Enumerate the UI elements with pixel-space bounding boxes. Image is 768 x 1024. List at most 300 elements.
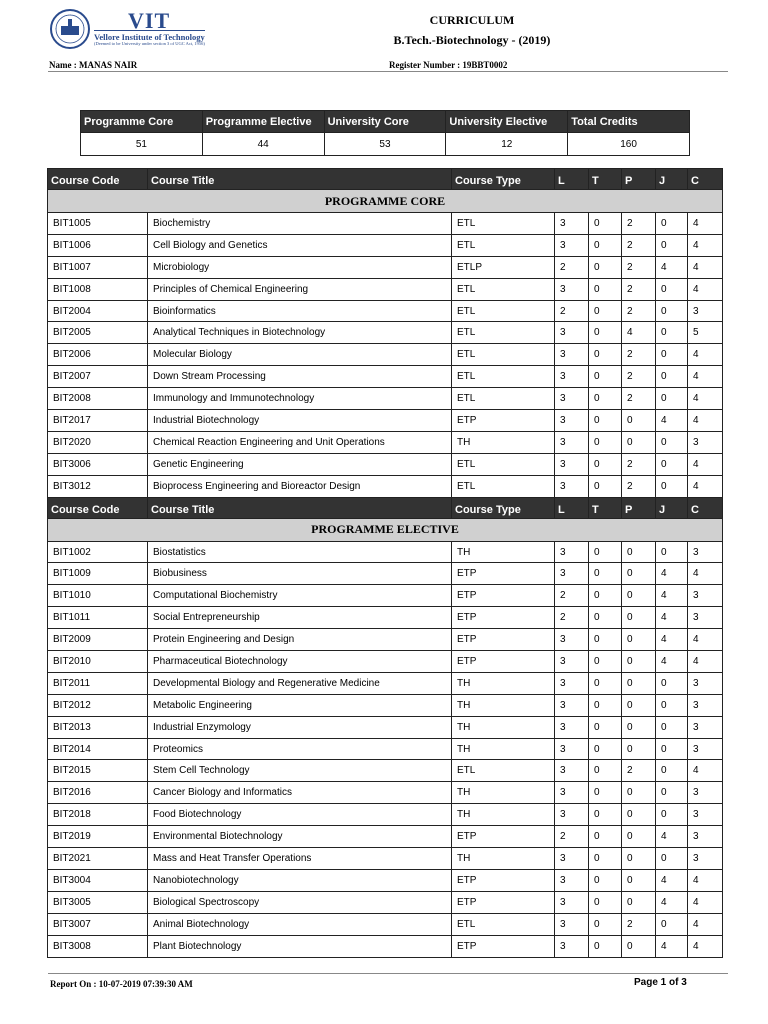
header-divider	[48, 71, 728, 72]
lecture-hours: 3	[555, 541, 589, 563]
course-title: Biological Spectroscopy	[148, 891, 452, 913]
tutorial-hours: 0	[589, 651, 622, 673]
course-title: Molecular Biology	[148, 344, 452, 366]
course-title: Industrial Enzymology	[148, 716, 452, 738]
course-row	[48, 651, 723, 673]
course-row	[48, 585, 723, 607]
project-hours: 0	[656, 278, 688, 300]
report-timestamp: Report On : 10-07-2019 07:39:30 AM	[50, 979, 193, 989]
practical-hours: 0	[622, 585, 656, 607]
course-code: BIT1007	[48, 256, 148, 278]
practical-hours: 0	[622, 738, 656, 760]
course-type: ETL	[452, 234, 555, 256]
logo-subtitle: (Deemed to be University under section 3 of UGC Act, 1956)	[94, 41, 205, 46]
course-row	[48, 738, 723, 760]
credits: 4	[688, 913, 723, 935]
practical-hours: 2	[622, 388, 656, 410]
course-title: Principles of Chemical Engineering	[148, 278, 452, 300]
course-code: BIT2010	[48, 651, 148, 673]
summary-header-cell: Programme Elective	[202, 111, 324, 133]
tutorial-hours: 0	[589, 826, 622, 848]
practical-hours: 2	[622, 300, 656, 322]
document-title: CURRICULUM	[429, 13, 515, 27]
course-title: Down Stream Processing	[148, 366, 452, 388]
project-hours: 4	[656, 826, 688, 848]
course-type: ETL	[452, 278, 555, 300]
practical-hours: 2	[622, 234, 656, 256]
tutorial-hours: 0	[589, 256, 622, 278]
tutorial-hours: 0	[589, 629, 622, 651]
tutorial-hours: 0	[589, 366, 622, 388]
course-title: Biobusiness	[148, 563, 452, 585]
credits: 4	[688, 651, 723, 673]
project-hours: 0	[656, 366, 688, 388]
course-type: TH	[452, 804, 555, 826]
lecture-hours: 3	[555, 869, 589, 891]
course-title: Metabolic Engineering	[148, 694, 452, 716]
course-type: ETL	[452, 453, 555, 475]
course-row	[48, 869, 723, 891]
course-type: ETLP	[452, 256, 555, 278]
column-header-cell: L	[555, 497, 589, 518]
lecture-hours: 3	[555, 716, 589, 738]
course-row	[48, 760, 723, 782]
tutorial-hours: 0	[589, 804, 622, 826]
section-header-row	[48, 190, 723, 213]
column-header-cell: T	[589, 497, 622, 518]
tutorial-hours: 0	[589, 607, 622, 629]
practical-hours: 0	[622, 826, 656, 848]
project-hours: 0	[656, 913, 688, 935]
course-code: BIT2005	[48, 322, 148, 344]
practical-hours: 0	[622, 935, 656, 957]
course-title: Developmental Biology and Regenerative Medicine	[148, 672, 452, 694]
tutorial-hours: 0	[589, 213, 622, 235]
course-type: ETL	[452, 913, 555, 935]
project-hours: 0	[656, 738, 688, 760]
tutorial-hours: 0	[589, 716, 622, 738]
course-type: ETL	[452, 366, 555, 388]
project-hours: 0	[656, 672, 688, 694]
course-type: TH	[452, 694, 555, 716]
practical-hours: 0	[622, 804, 656, 826]
lecture-hours: 2	[555, 826, 589, 848]
practical-hours: 0	[622, 563, 656, 585]
course-title: Computational Biochemistry	[148, 585, 452, 607]
project-hours: 0	[656, 475, 688, 497]
tutorial-hours: 0	[589, 913, 622, 935]
course-title: Proteomics	[148, 738, 452, 760]
practical-hours: 4	[622, 322, 656, 344]
project-hours: 4	[656, 410, 688, 432]
project-hours: 0	[656, 804, 688, 826]
course-type: ETP	[452, 869, 555, 891]
course-row	[48, 278, 723, 300]
practical-hours: 0	[622, 651, 656, 673]
practical-hours: 0	[622, 848, 656, 870]
summary-header-cell: University Core	[324, 111, 446, 133]
lecture-hours: 3	[555, 891, 589, 913]
credits: 3	[688, 848, 723, 870]
lecture-hours: 3	[555, 453, 589, 475]
course-type: ETP	[452, 607, 555, 629]
lecture-hours: 3	[555, 760, 589, 782]
course-type: TH	[452, 672, 555, 694]
credits: 4	[688, 213, 723, 235]
course-code: BIT1011	[48, 607, 148, 629]
course-title: Analytical Techniques in Biotechnology	[148, 322, 452, 344]
practical-hours: 2	[622, 453, 656, 475]
credit-summary-table	[80, 110, 690, 156]
course-row	[48, 694, 723, 716]
course-title: Protein Engineering and Design	[148, 629, 452, 651]
credits: 3	[688, 804, 723, 826]
credits: 4	[688, 278, 723, 300]
lecture-hours: 2	[555, 300, 589, 322]
course-type: TH	[452, 848, 555, 870]
logo-university-name: Vellore Institute of Technology	[94, 32, 205, 42]
course-row	[48, 826, 723, 848]
lecture-hours: 3	[555, 475, 589, 497]
lecture-hours: 3	[555, 848, 589, 870]
course-row	[48, 782, 723, 804]
column-header-cell: P	[622, 169, 656, 190]
course-type: ETP	[452, 585, 555, 607]
lecture-hours: 3	[555, 629, 589, 651]
credits: 4	[688, 366, 723, 388]
summary-header-row	[81, 111, 690, 133]
lecture-hours: 3	[555, 782, 589, 804]
credits: 3	[688, 738, 723, 760]
credits: 3	[688, 716, 723, 738]
lecture-hours: 3	[555, 913, 589, 935]
course-code: BIT2016	[48, 782, 148, 804]
project-hours: 4	[656, 256, 688, 278]
course-type: ETL	[452, 213, 555, 235]
credits: 4	[688, 256, 723, 278]
credits: 3	[688, 431, 723, 453]
course-title: Biochemistry	[148, 213, 452, 235]
column-header-cell: T	[589, 169, 622, 190]
column-header-cell: Course Code	[48, 497, 148, 518]
summary-header-cell: Programme Core	[81, 111, 203, 133]
course-title: Environmental Biotechnology	[148, 826, 452, 848]
practical-hours: 0	[622, 782, 656, 804]
tutorial-hours: 0	[589, 848, 622, 870]
tutorial-hours: 0	[589, 541, 622, 563]
course-code: BIT2008	[48, 388, 148, 410]
practical-hours: 2	[622, 366, 656, 388]
project-hours: 0	[656, 541, 688, 563]
course-type: ETL	[452, 760, 555, 782]
course-title: Industrial Biotechnology	[148, 410, 452, 432]
tutorial-hours: 0	[589, 563, 622, 585]
column-header-cell: L	[555, 169, 589, 190]
lecture-hours: 3	[555, 651, 589, 673]
course-type: ETP	[452, 935, 555, 957]
course-code: BIT2012	[48, 694, 148, 716]
practical-hours: 0	[622, 410, 656, 432]
course-code: BIT3006	[48, 453, 148, 475]
column-header-cell: J	[656, 169, 688, 190]
course-row	[48, 607, 723, 629]
course-code: BIT1010	[48, 585, 148, 607]
credits: 4	[688, 935, 723, 957]
column-header-cell: Course Type	[452, 169, 555, 190]
project-hours: 4	[656, 607, 688, 629]
tutorial-hours: 0	[589, 694, 622, 716]
page-number: Page 1 of 3	[634, 977, 687, 988]
credits: 4	[688, 869, 723, 891]
project-hours: 4	[656, 563, 688, 585]
course-type: ETL	[452, 300, 555, 322]
course-row	[48, 322, 723, 344]
program-title: B.Tech.-Biotechnology - (2019)	[393, 33, 551, 47]
course-code: BIT1009	[48, 563, 148, 585]
project-hours: 0	[656, 848, 688, 870]
lecture-hours: 3	[555, 322, 589, 344]
project-hours: 0	[656, 431, 688, 453]
university-seal-icon	[48, 8, 92, 50]
practical-hours: 2	[622, 256, 656, 278]
course-code: BIT2006	[48, 344, 148, 366]
tutorial-hours: 0	[589, 234, 622, 256]
column-header-row	[48, 497, 723, 518]
project-hours: 4	[656, 869, 688, 891]
practical-hours: 2	[622, 344, 656, 366]
course-row	[48, 629, 723, 651]
practical-hours: 0	[622, 672, 656, 694]
course-title: Chemical Reaction Engineering and Unit Operations	[148, 431, 452, 453]
project-hours: 0	[656, 234, 688, 256]
practical-hours: 2	[622, 760, 656, 782]
section-title: PROGRAMME ELECTIVE	[48, 518, 723, 541]
course-title: Animal Biotechnology	[148, 913, 452, 935]
course-row	[48, 453, 723, 475]
tutorial-hours: 0	[589, 738, 622, 760]
credits: 4	[688, 234, 723, 256]
project-hours: 4	[656, 651, 688, 673]
courses-table	[47, 168, 723, 958]
course-title: Immunology and Immunotechnology	[148, 388, 452, 410]
course-code: BIT3012	[48, 475, 148, 497]
lecture-hours: 3	[555, 278, 589, 300]
course-row	[48, 366, 723, 388]
tutorial-hours: 0	[589, 935, 622, 957]
credits: 4	[688, 344, 723, 366]
tutorial-hours: 0	[589, 278, 622, 300]
course-code: BIT2013	[48, 716, 148, 738]
course-type: TH	[452, 738, 555, 760]
project-hours: 4	[656, 585, 688, 607]
lecture-hours: 3	[555, 431, 589, 453]
practical-hours: 2	[622, 475, 656, 497]
course-row	[48, 344, 723, 366]
course-type: ETP	[452, 563, 555, 585]
course-row	[48, 804, 723, 826]
credits: 3	[688, 694, 723, 716]
column-header-cell: Course Code	[48, 169, 148, 190]
credits: 3	[688, 826, 723, 848]
course-title: Microbiology	[148, 256, 452, 278]
course-row	[48, 891, 723, 913]
course-title: Bioprocess Engineering and Bioreactor Design	[148, 475, 452, 497]
course-row	[48, 431, 723, 453]
tutorial-hours: 0	[589, 869, 622, 891]
project-hours: 4	[656, 935, 688, 957]
course-title: Nanobiotechnology	[148, 869, 452, 891]
tutorial-hours: 0	[589, 891, 622, 913]
lecture-hours: 3	[555, 388, 589, 410]
practical-hours: 0	[622, 541, 656, 563]
credits: 3	[688, 782, 723, 804]
vit-logo	[48, 8, 216, 52]
practical-hours: 0	[622, 431, 656, 453]
section-header-row	[48, 518, 723, 541]
lecture-hours: 3	[555, 563, 589, 585]
project-hours: 0	[656, 300, 688, 322]
tutorial-hours: 0	[589, 585, 622, 607]
column-header-cell: P	[622, 497, 656, 518]
course-row	[48, 475, 723, 497]
credits: 3	[688, 300, 723, 322]
course-code: BIT2017	[48, 410, 148, 432]
lecture-hours: 3	[555, 234, 589, 256]
tutorial-hours: 0	[589, 344, 622, 366]
tutorial-hours: 0	[589, 388, 622, 410]
lecture-hours: 3	[555, 672, 589, 694]
course-code: BIT2004	[48, 300, 148, 322]
practical-hours: 2	[622, 213, 656, 235]
course-title: Cell Biology and Genetics	[148, 234, 452, 256]
practical-hours: 2	[622, 913, 656, 935]
course-code: BIT2019	[48, 826, 148, 848]
summary-header-cell: University Elective	[446, 111, 568, 133]
practical-hours: 0	[622, 891, 656, 913]
project-hours: 0	[656, 453, 688, 475]
summary-value-cell: 51	[81, 133, 203, 156]
course-type: ETP	[452, 629, 555, 651]
course-type: ETL	[452, 388, 555, 410]
credits: 3	[688, 607, 723, 629]
course-row	[48, 213, 723, 235]
lecture-hours: 3	[555, 738, 589, 760]
credits: 4	[688, 891, 723, 913]
summary-value-row	[81, 133, 690, 156]
course-title: Biostatistics	[148, 541, 452, 563]
course-row	[48, 672, 723, 694]
project-hours: 4	[656, 891, 688, 913]
course-title: Plant Biotechnology	[148, 935, 452, 957]
lecture-hours: 2	[555, 256, 589, 278]
lecture-hours: 3	[555, 935, 589, 957]
practical-hours: 0	[622, 607, 656, 629]
project-hours: 0	[656, 716, 688, 738]
course-row	[48, 563, 723, 585]
course-type: ETL	[452, 322, 555, 344]
course-row	[48, 716, 723, 738]
course-code: BIT2007	[48, 366, 148, 388]
project-hours: 0	[656, 694, 688, 716]
course-row	[48, 410, 723, 432]
tutorial-hours: 0	[589, 782, 622, 804]
course-code: BIT2009	[48, 629, 148, 651]
tutorial-hours: 0	[589, 410, 622, 432]
credits: 4	[688, 563, 723, 585]
course-row	[48, 256, 723, 278]
course-code: BIT3008	[48, 935, 148, 957]
summary-value-cell: 53	[324, 133, 446, 156]
course-code: BIT3007	[48, 913, 148, 935]
course-code: BIT2020	[48, 431, 148, 453]
course-type: ETP	[452, 410, 555, 432]
project-hours: 0	[656, 213, 688, 235]
tutorial-hours: 0	[589, 322, 622, 344]
course-title: Social Entrepreneurship	[148, 607, 452, 629]
course-title: Mass and Heat Transfer Operations	[148, 848, 452, 870]
column-header-cell: C	[688, 497, 723, 518]
lecture-hours: 3	[555, 344, 589, 366]
lecture-hours: 2	[555, 585, 589, 607]
course-row	[48, 848, 723, 870]
tutorial-hours: 0	[589, 300, 622, 322]
practical-hours: 0	[622, 716, 656, 738]
credits: 3	[688, 541, 723, 563]
course-row	[48, 300, 723, 322]
practical-hours: 0	[622, 629, 656, 651]
project-hours: 0	[656, 760, 688, 782]
tutorial-hours: 0	[589, 453, 622, 475]
credits: 3	[688, 672, 723, 694]
course-type: ETP	[452, 826, 555, 848]
course-row	[48, 388, 723, 410]
course-row	[48, 913, 723, 935]
student-name: Name : MANAS NAIR	[49, 60, 138, 70]
course-type: TH	[452, 782, 555, 804]
course-row	[48, 935, 723, 957]
course-code: BIT1005	[48, 213, 148, 235]
course-code: BIT1006	[48, 234, 148, 256]
column-header-row	[48, 169, 723, 190]
lecture-hours: 3	[555, 410, 589, 432]
course-title: Bioinformatics	[148, 300, 452, 322]
course-code: BIT2018	[48, 804, 148, 826]
credits: 4	[688, 410, 723, 432]
course-title: Stem Cell Technology	[148, 760, 452, 782]
tutorial-hours: 0	[589, 760, 622, 782]
credits: 4	[688, 475, 723, 497]
project-hours: 0	[656, 782, 688, 804]
practical-hours: 2	[622, 278, 656, 300]
course-type: ETP	[452, 651, 555, 673]
course-row	[48, 234, 723, 256]
tutorial-hours: 0	[589, 475, 622, 497]
project-hours: 0	[656, 322, 688, 344]
logo-text: VIT	[128, 8, 171, 33]
section-title: PROGRAMME CORE	[48, 190, 723, 213]
summary-header-cell: Total Credits	[568, 111, 690, 133]
project-hours: 0	[656, 344, 688, 366]
course-title: Cancer Biology and Informatics	[148, 782, 452, 804]
column-header-cell: Course Title	[148, 497, 452, 518]
credits: 4	[688, 760, 723, 782]
credits: 3	[688, 585, 723, 607]
practical-hours: 0	[622, 869, 656, 891]
summary-value-cell: 12	[446, 133, 568, 156]
course-title: Genetic Engineering	[148, 453, 452, 475]
course-code: BIT3005	[48, 891, 148, 913]
credits: 4	[688, 453, 723, 475]
